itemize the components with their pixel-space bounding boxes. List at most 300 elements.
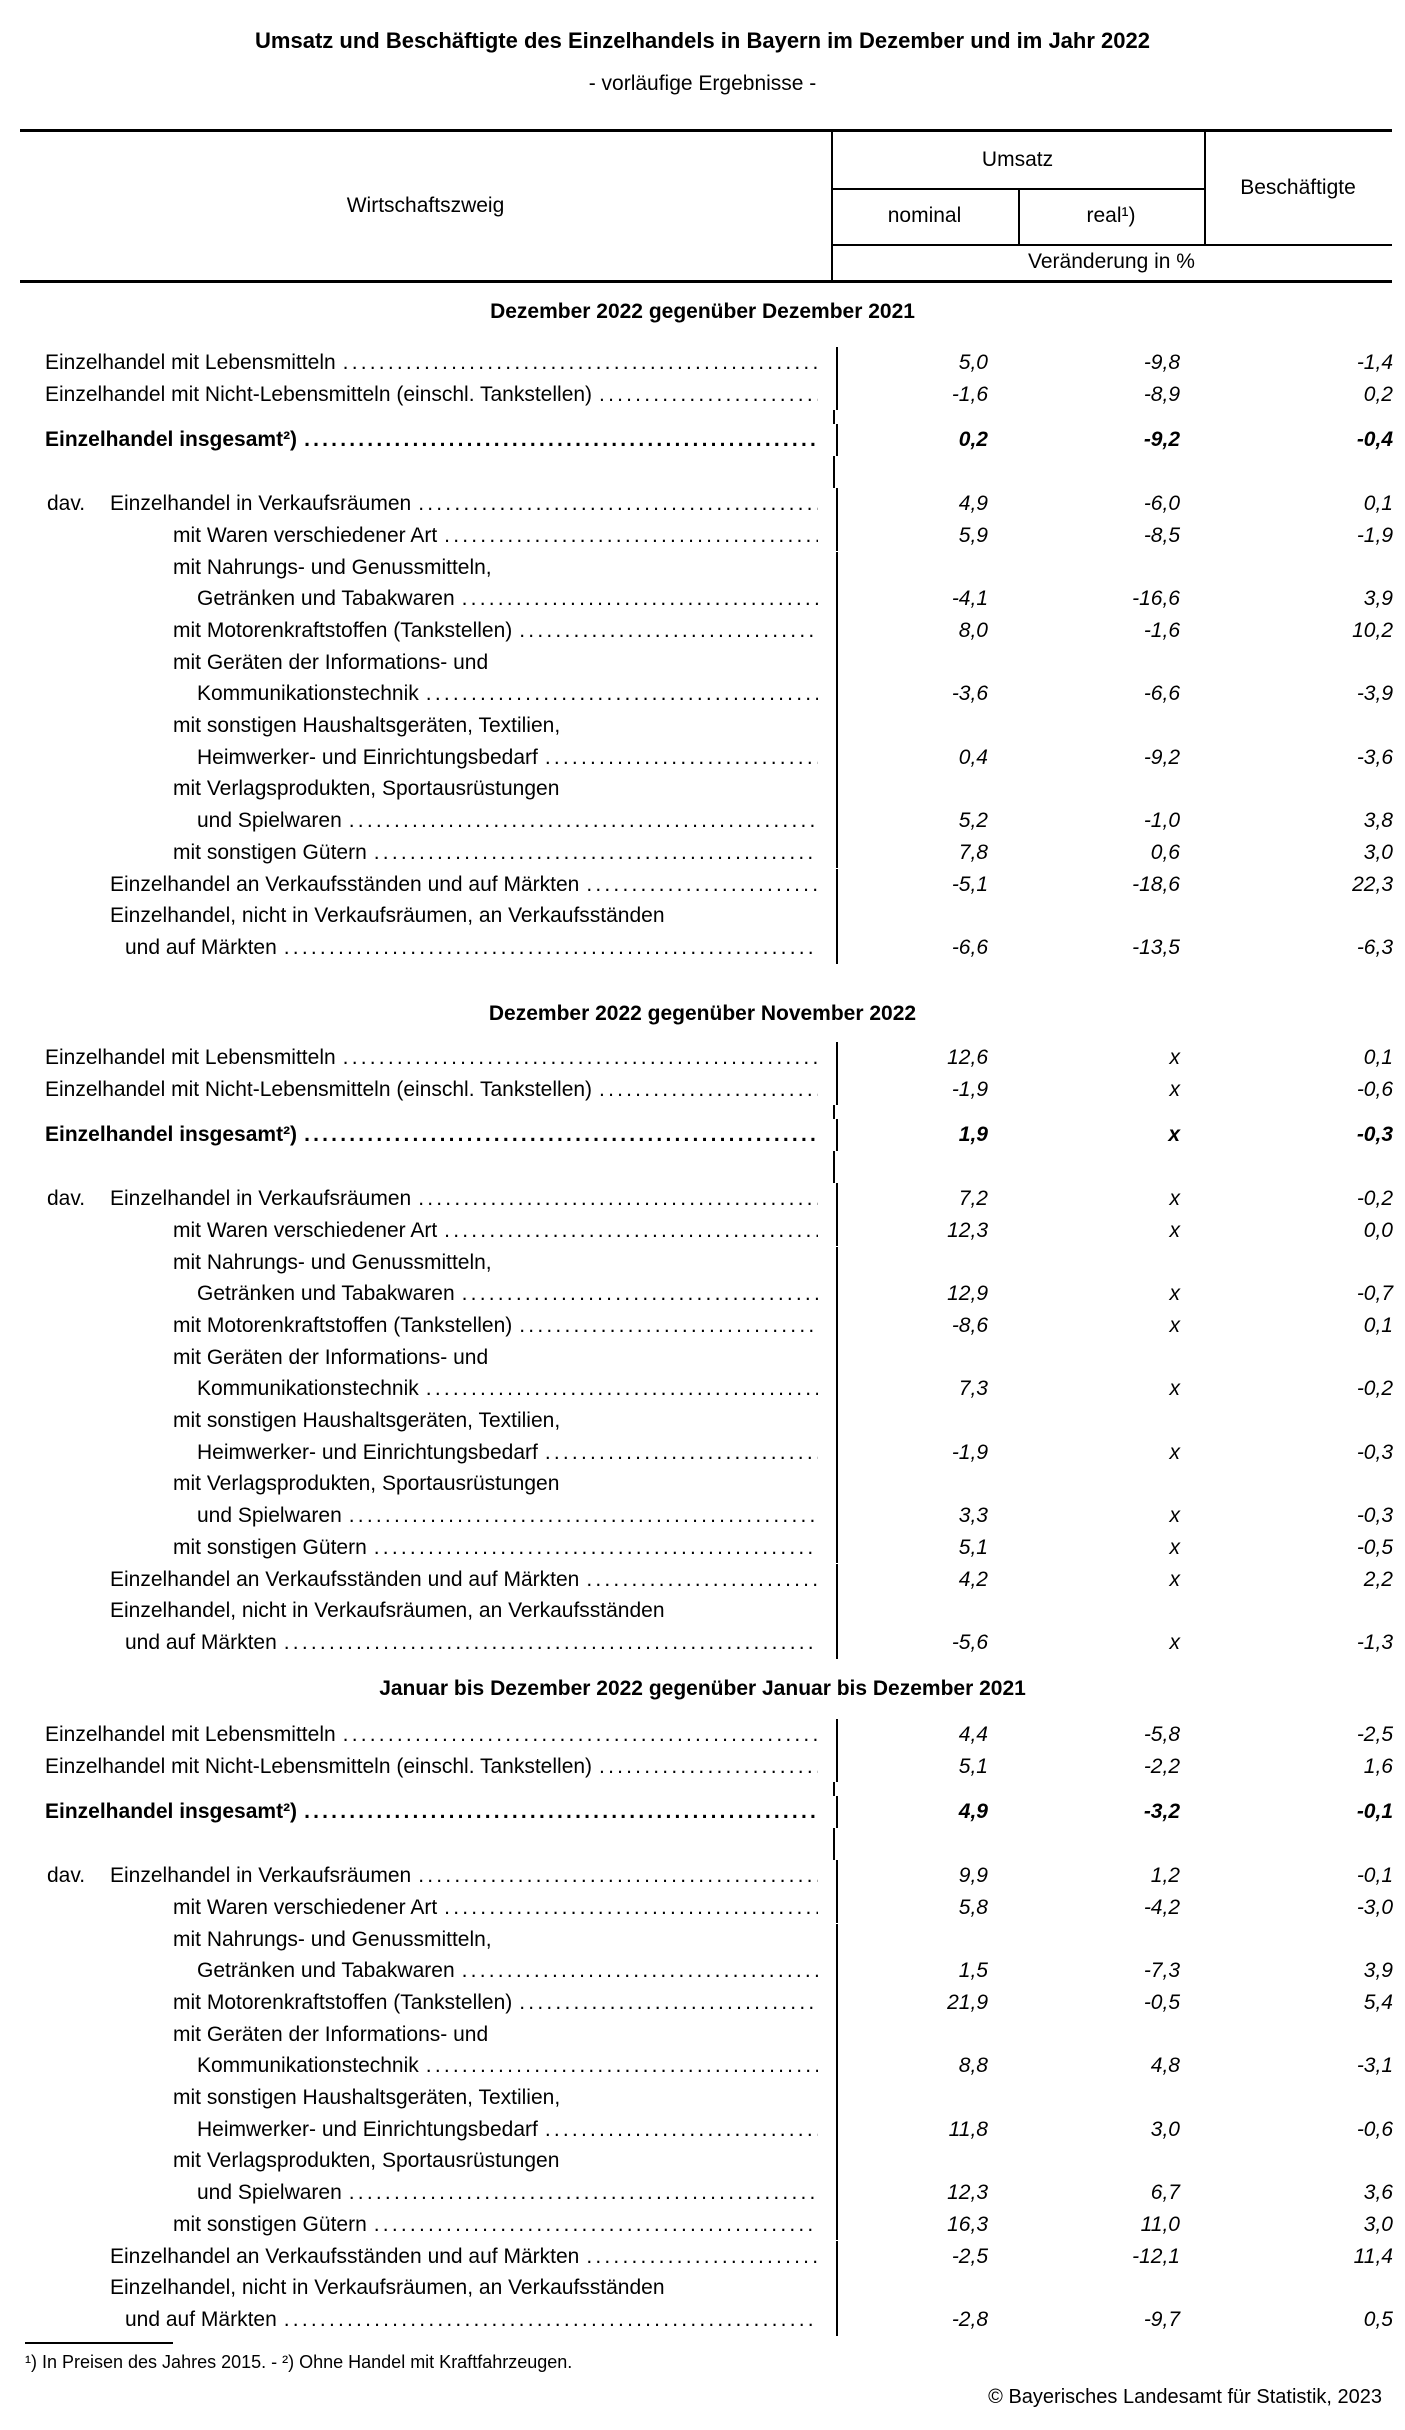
row-values [836,1183,1393,1215]
dav-prefix: dav. [47,492,86,516]
page-title: Umsatz und Beschäftigte des Einzelhandels in Bayern im Dezember und im Jahr 2022 [255,28,1150,53]
copyright: © Bayerisches Landesamt für Statistik, 2023 [988,2386,1382,2408]
row-label: mit Verlagsprodukten, Sportausrüstungen [173,2149,560,2173]
row-label: Kommunikationstechnik [197,1377,419,1401]
row-values [836,424,1393,456]
section-heading: Dezember 2022 gegenüber Dezember 2021 [490,300,915,323]
dot-leader [284,1627,818,1659]
row-label: Einzelhandel mit Lebensmitteln [45,1046,336,1069]
row-label-cell [20,1860,836,1892]
nominal-value: 5,1 [958,1754,988,1778]
row-label-cell [20,2209,836,2241]
dot-leader [599,379,818,411]
row-label-cell [20,1627,836,1659]
spacer-values [833,1828,1393,1860]
row-label-cell [20,1500,836,1532]
row-label: mit sonstigen Haushaltsgeräten, Textilien, [173,2086,561,2109]
row-label-cell [20,379,836,411]
row-label: Einzelhandel, nicht in Verkaufsräumen, an Verkaufsständen [110,904,665,928]
nominal-value: 21,9 [947,1990,988,2014]
nominal-value: 1,5 [958,1959,988,1983]
table-row [20,2177,1393,2209]
table-row [20,1278,1393,1310]
dot-leader [462,583,818,615]
real-value: 3,0 [1150,2117,1180,2141]
table-row [20,1373,1393,1405]
real-value: x [1169,1567,1180,1591]
beschaeftigte-value: -0,1 [1356,1864,1393,1888]
table-row [20,2050,1393,2082]
table-row [20,1119,1393,1151]
table-row [20,520,1393,552]
table-row [20,1987,1393,2019]
table-row [20,805,1393,837]
nominal-value: -1,9 [951,1440,988,1464]
nominal-value: 12,3 [947,1218,988,1242]
beschaeftigte-value: 5,4 [1363,1990,1393,2014]
section-heading: Januar bis Dezember 2022 gegenüber Januar bis Dezember 2021 [379,1677,1026,1700]
row-label: mit Geräten der Informations- und [173,1345,489,1369]
beschaeftigte-value: 1,6 [1363,1754,1393,1778]
nominal-value: 7,2 [958,1187,988,1211]
spacer-values [833,410,1393,424]
table-row [20,2304,1393,2336]
real-value: -1,0 [1143,809,1180,833]
spacer-label [20,1105,833,1119]
table-row [20,2209,1393,2241]
row-values [836,1342,1393,1374]
spacer-label [20,410,833,424]
real-value: x [1169,1504,1180,1528]
real-value: x [1169,1313,1180,1337]
row-label: mit Motorenkraftstoffen (Tankstellen) [173,618,513,642]
row-label: Kommunikationstechnik [197,2054,419,2078]
beschaeftigte-value: 3,0 [1363,840,1393,864]
real-value: -9,8 [1143,351,1180,374]
row-values [836,1627,1393,1659]
table-row [20,1564,1393,1596]
row-label-cell [20,1468,836,1500]
row-label: Einzelhandel an Verkaufsständen und auf Märkten [110,2244,580,2268]
row-values [836,710,1393,742]
row-label-cell [20,1564,836,1596]
row-values [836,773,1393,805]
row-values [836,1751,1393,1783]
nominal-value: 12,9 [947,1282,988,1306]
row-label: mit Nahrungs- und Genussmitteln, [173,1250,492,1274]
row-values [836,615,1393,647]
row-label: Heimwerker- und Einrichtungsbedarf [197,745,538,769]
row-values [836,1042,1393,1074]
row-values [836,1119,1393,1151]
table-row [20,1924,1393,1956]
table-row [20,2241,1393,2273]
spacer-values [833,1105,1393,1119]
nominal-value: 4,9 [958,492,988,516]
row-label: und Spielwaren [197,1504,342,1528]
nominal-value: 4,9 [958,1800,988,1824]
row-label: Getränken und Tabakwaren [197,1282,455,1306]
footnote: ¹) In Preisen des Jahres 2015. - ²) Ohne Handel mit Kraftfahrzeugen. [25,2352,573,2372]
table-row [20,1215,1393,1247]
table-row [20,2145,1393,2177]
row-values [836,1719,1393,1751]
dot-leader [519,1310,818,1342]
row-label: und auf Märkten [125,1630,277,1654]
table-row [20,1500,1393,1532]
beschaeftigte-value: -1,3 [1356,1630,1393,1654]
row-values [836,869,1393,901]
nominal-value: 5,2 [958,809,988,833]
header-cell-umsatz: Umsatz [981,148,1054,171]
nominal-value: 3,3 [958,1504,988,1528]
nominal-value: 16,3 [947,2212,988,2236]
row-label-cell [20,1247,836,1279]
row-label-cell [20,900,836,932]
nominal-value: 4,4 [958,1723,988,1746]
table-row [20,347,1393,379]
row-label-cell [20,647,836,679]
row-values [836,2209,1393,2241]
row-label: mit Nahrungs- und Genussmitteln, [173,1927,492,1951]
nominal-value: 11,8 [948,2117,988,2141]
nominal-value: 12,6 [947,1046,988,1069]
beschaeftigte-value: -0,6 [1356,1077,1393,1101]
real-value: 11,0 [1140,2212,1180,2236]
row-label: mit sonstigen Gütern [173,1535,367,1559]
row-label-cell [20,1183,836,1215]
row-values [836,552,1393,584]
row-label: Einzelhandel mit Nicht-Lebensmitteln (einschl. Tankstellen) [45,1077,593,1101]
real-value: x [1168,1123,1180,1147]
row-label-cell [20,1719,836,1751]
header-cell-wirtschaftszweig: Wirtschaftszweig [346,194,505,217]
row-values [836,2304,1393,2336]
row-label-cell [20,2082,836,2114]
table-header [20,129,1392,283]
real-value: -6,0 [1143,492,1180,516]
row-values [836,2177,1393,2209]
beschaeftigte-value: -0,3 [1356,1440,1393,1464]
row-label-cell [20,1405,836,1437]
table-row [20,1437,1393,1469]
real-value: 4,8 [1150,2054,1180,2078]
table-row [20,379,1393,411]
row-label: Kommunikationstechnik [197,682,419,706]
nominal-value: 0,2 [958,428,988,452]
row-label-cell [20,2241,836,2273]
beschaeftigte-value: 3,9 [1363,587,1393,611]
table-row [20,1247,1393,1279]
row-label: mit Nahrungs- und Genussmitteln, [173,555,492,579]
row-label-cell [20,1074,836,1106]
table-row [20,932,1393,964]
beschaeftigte-value: 3,6 [1363,2181,1393,2205]
row-label-cell [20,583,836,615]
row-values [836,1564,1393,1596]
row-label: mit sonstigen Gütern [173,2212,367,2236]
row-label: Einzelhandel insgesamt²) [45,428,298,452]
row-values [836,488,1393,520]
table-row [20,2114,1393,2146]
row-values [836,678,1393,710]
beschaeftigte-value: -2,5 [1356,1723,1393,1746]
row-label: Einzelhandel, nicht in Verkaufsräumen, an Verkaufsständen [110,1599,665,1623]
table-row [20,1042,1393,1074]
row-label: Einzelhandel insgesamt²) [45,1123,298,1147]
row-label-cell [20,488,836,520]
nominal-value: -6,6 [951,935,988,959]
nominal-value: 0,4 [958,745,988,769]
row-label: Einzelhandel insgesamt²) [45,1800,298,1824]
real-value: -9,2 [1143,428,1180,452]
header-divider-vertical-2 [1018,188,1020,244]
row-values [836,1924,1393,1956]
beschaeftigte-value: -0,5 [1356,1535,1393,1559]
nominal-value: 7,3 [958,1377,988,1401]
row-label: und Spielwaren [197,809,342,833]
row-label: Einzelhandel mit Lebensmitteln [45,1723,336,1746]
beschaeftigte-value: 3,9 [1363,1959,1393,1983]
dot-leader [586,869,818,901]
header-divider-horizontal-2 [831,244,1392,246]
spacer-row [20,410,1393,424]
row-label-cell [20,520,836,552]
real-value: -6,6 [1143,682,1180,706]
beschaeftigte-value: -0,3 [1356,1504,1393,1528]
row-label: und Spielwaren [197,2181,342,2205]
dot-leader [349,1500,818,1532]
row-label-cell [20,710,836,742]
spacer-row [20,456,1393,488]
row-values [836,1437,1393,1469]
table-row [20,1595,1393,1627]
dot-leader [418,1183,818,1215]
nominal-value: -4,1 [951,587,988,611]
row-label: Einzelhandel in Verkaufsräumen [110,1187,412,1211]
dot-leader [426,1373,818,1405]
dot-leader [599,1074,818,1106]
dot-leader [462,1955,818,1987]
real-value: -4,2 [1143,1895,1180,1919]
table-row [20,1074,1393,1106]
row-label-cell [20,2145,836,2177]
row-label-cell [20,1595,836,1627]
nominal-value: -3,6 [951,682,988,706]
beschaeftigte-value: 0,2 [1363,382,1393,406]
row-values [836,1215,1393,1247]
real-value: x [1169,1218,1180,1242]
row-values [836,1074,1393,1106]
table-row [20,1468,1393,1500]
row-values [836,837,1393,869]
table-row [20,1751,1393,1783]
beschaeftigte-value: -3,0 [1356,1895,1393,1919]
table-row [20,1892,1393,1924]
spacer-label [20,1828,833,1860]
nominal-value: -5,6 [951,1630,988,1654]
header-divider-vertical-3 [1204,132,1206,244]
table-row [20,2019,1393,2051]
nominal-value: 5,0 [958,351,988,374]
row-values [836,1892,1393,1924]
dot-leader [444,1215,818,1247]
spacer-values [833,456,1393,488]
row-label-cell [20,773,836,805]
row-label-cell [20,805,836,837]
row-label: Heimwerker- und Einrichtungsbedarf [197,1440,538,1464]
beschaeftigte-value: 2,2 [1363,1567,1393,1591]
row-values [836,1310,1393,1342]
real-value: x [1169,1377,1180,1401]
row-values [836,1247,1393,1279]
row-values [836,583,1393,615]
row-values [836,1532,1393,1564]
real-value: x [1169,1282,1180,1306]
table-row [20,1627,1393,1659]
header-cell-beschaeftigte: Beschäftigte [1240,176,1356,199]
row-label: Einzelhandel an Verkaufsständen und auf Märkten [110,1567,580,1591]
row-label-cell [20,869,836,901]
dot-leader [284,2304,818,2336]
row-label: mit Waren verschiedener Art [173,1895,438,1919]
beschaeftigte-value: -3,9 [1356,682,1393,706]
spacer-label [20,456,833,488]
row-label: Einzelhandel mit Nicht-Lebensmitteln (einschl. Tankstellen) [45,382,593,406]
table-row [20,424,1393,456]
dot-leader [586,2241,818,2273]
table-row [20,488,1393,520]
table-row [20,1405,1393,1437]
dot-leader [343,1719,818,1751]
spacer-row [20,1828,1393,1860]
row-label-cell [20,615,836,647]
dot-leader [545,2114,818,2146]
beschaeftigte-value: 0,1 [1363,492,1393,516]
real-value: -8,9 [1143,382,1180,406]
nominal-value: 8,8 [958,2054,988,2078]
dot-leader [284,932,818,964]
dav-prefix: dav. [47,1864,86,1888]
row-label: Heimwerker- und Einrichtungsbedarf [197,2117,538,2141]
real-value: x [1169,1630,1180,1654]
beschaeftigte-value: -0,3 [1356,1123,1393,1147]
nominal-value: 5,1 [958,1535,988,1559]
beschaeftigte-value: -0,7 [1356,1282,1393,1306]
beschaeftigte-value: -3,6 [1356,745,1393,769]
header-cell-real: real¹) [1086,204,1136,227]
row-label-cell [20,1437,836,1469]
row-values [836,379,1393,411]
spacer-values [833,1782,1393,1796]
row-label: mit Verlagsprodukten, Sportausrüstungen [173,1472,560,1496]
beschaeftigte-value: 3,0 [1363,2212,1393,2236]
spacer-row [20,1151,1393,1183]
row-values [836,2050,1393,2082]
row-values [836,647,1393,679]
real-value: -18,6 [1132,872,1180,896]
row-values [836,2114,1393,2146]
row-values [836,1955,1393,1987]
dot-leader [519,615,818,647]
row-label: mit Geräten der Informations- und [173,2022,489,2046]
real-value: x [1169,1535,1180,1559]
row-values [836,2272,1393,2304]
row-values [836,742,1393,774]
row-values [836,1500,1393,1532]
table-row [20,615,1393,647]
row-label-cell [20,932,836,964]
table-row [20,647,1393,679]
header-cell-nominal: nominal [887,204,962,227]
row-label: und auf Märkten [125,2307,277,2331]
beschaeftigte-value: -1,9 [1356,523,1393,547]
header-divider-horizontal-1 [831,188,1204,190]
table-row [20,1310,1393,1342]
header-divider-vertical-1 [831,132,833,280]
table-row [20,1955,1393,1987]
table-row [20,1796,1393,1828]
nominal-value: -8,6 [951,1313,988,1337]
beschaeftigte-value: 0,0 [1363,1218,1393,1242]
dot-leader [418,488,818,520]
table-row [20,583,1393,615]
nominal-value: 12,3 [947,2181,988,2205]
row-label-cell [20,1892,836,1924]
row-values [836,1796,1393,1828]
row-label-cell [20,1042,836,1074]
beschaeftigte-value: 0,1 [1363,1313,1393,1337]
nominal-value: -2,8 [951,2307,988,2331]
beschaeftigte-value: -0,4 [1356,428,1393,452]
nominal-value: -5,1 [951,872,988,896]
real-value: 6,7 [1150,2181,1180,2205]
row-label: Einzelhandel an Verkaufsständen und auf Märkten [110,872,580,896]
table-row [20,710,1393,742]
table-row [20,837,1393,869]
nominal-value: 8,0 [958,618,988,642]
row-values [836,1278,1393,1310]
beschaeftigte-value: 0,5 [1363,2307,1393,2331]
dot-leader [304,1796,818,1828]
spacer-row [20,1105,1393,1119]
dav-prefix: dav. [47,1187,86,1211]
row-label-cell [20,1310,836,1342]
dot-leader [374,1532,818,1564]
row-label-cell [20,2114,836,2146]
nominal-value: -1,6 [951,382,988,406]
table-row [20,773,1393,805]
real-value: x [1169,1440,1180,1464]
row-label: mit Motorenkraftstoffen (Tankstellen) [173,1313,513,1337]
beschaeftigte-value: -3,1 [1356,2054,1393,2078]
row-label: mit Motorenkraftstoffen (Tankstellen) [173,1990,513,2014]
row-label-cell [20,2304,836,2336]
row-values [836,805,1393,837]
beschaeftigte-value: -0,6 [1356,2117,1393,2141]
row-values [836,2082,1393,2114]
real-value: x [1169,1187,1180,1211]
row-label: mit Geräten der Informations- und [173,650,489,674]
nominal-value: 5,9 [958,523,988,547]
dot-leader [374,837,818,869]
dot-leader [545,742,818,774]
table-row [20,552,1393,584]
row-label-cell [20,2177,836,2209]
beschaeftigte-value: 11,4 [1353,2244,1393,2268]
row-label-cell [20,1924,836,1956]
section-heading: Dezember 2022 gegenüber November 2022 [488,1002,917,1025]
